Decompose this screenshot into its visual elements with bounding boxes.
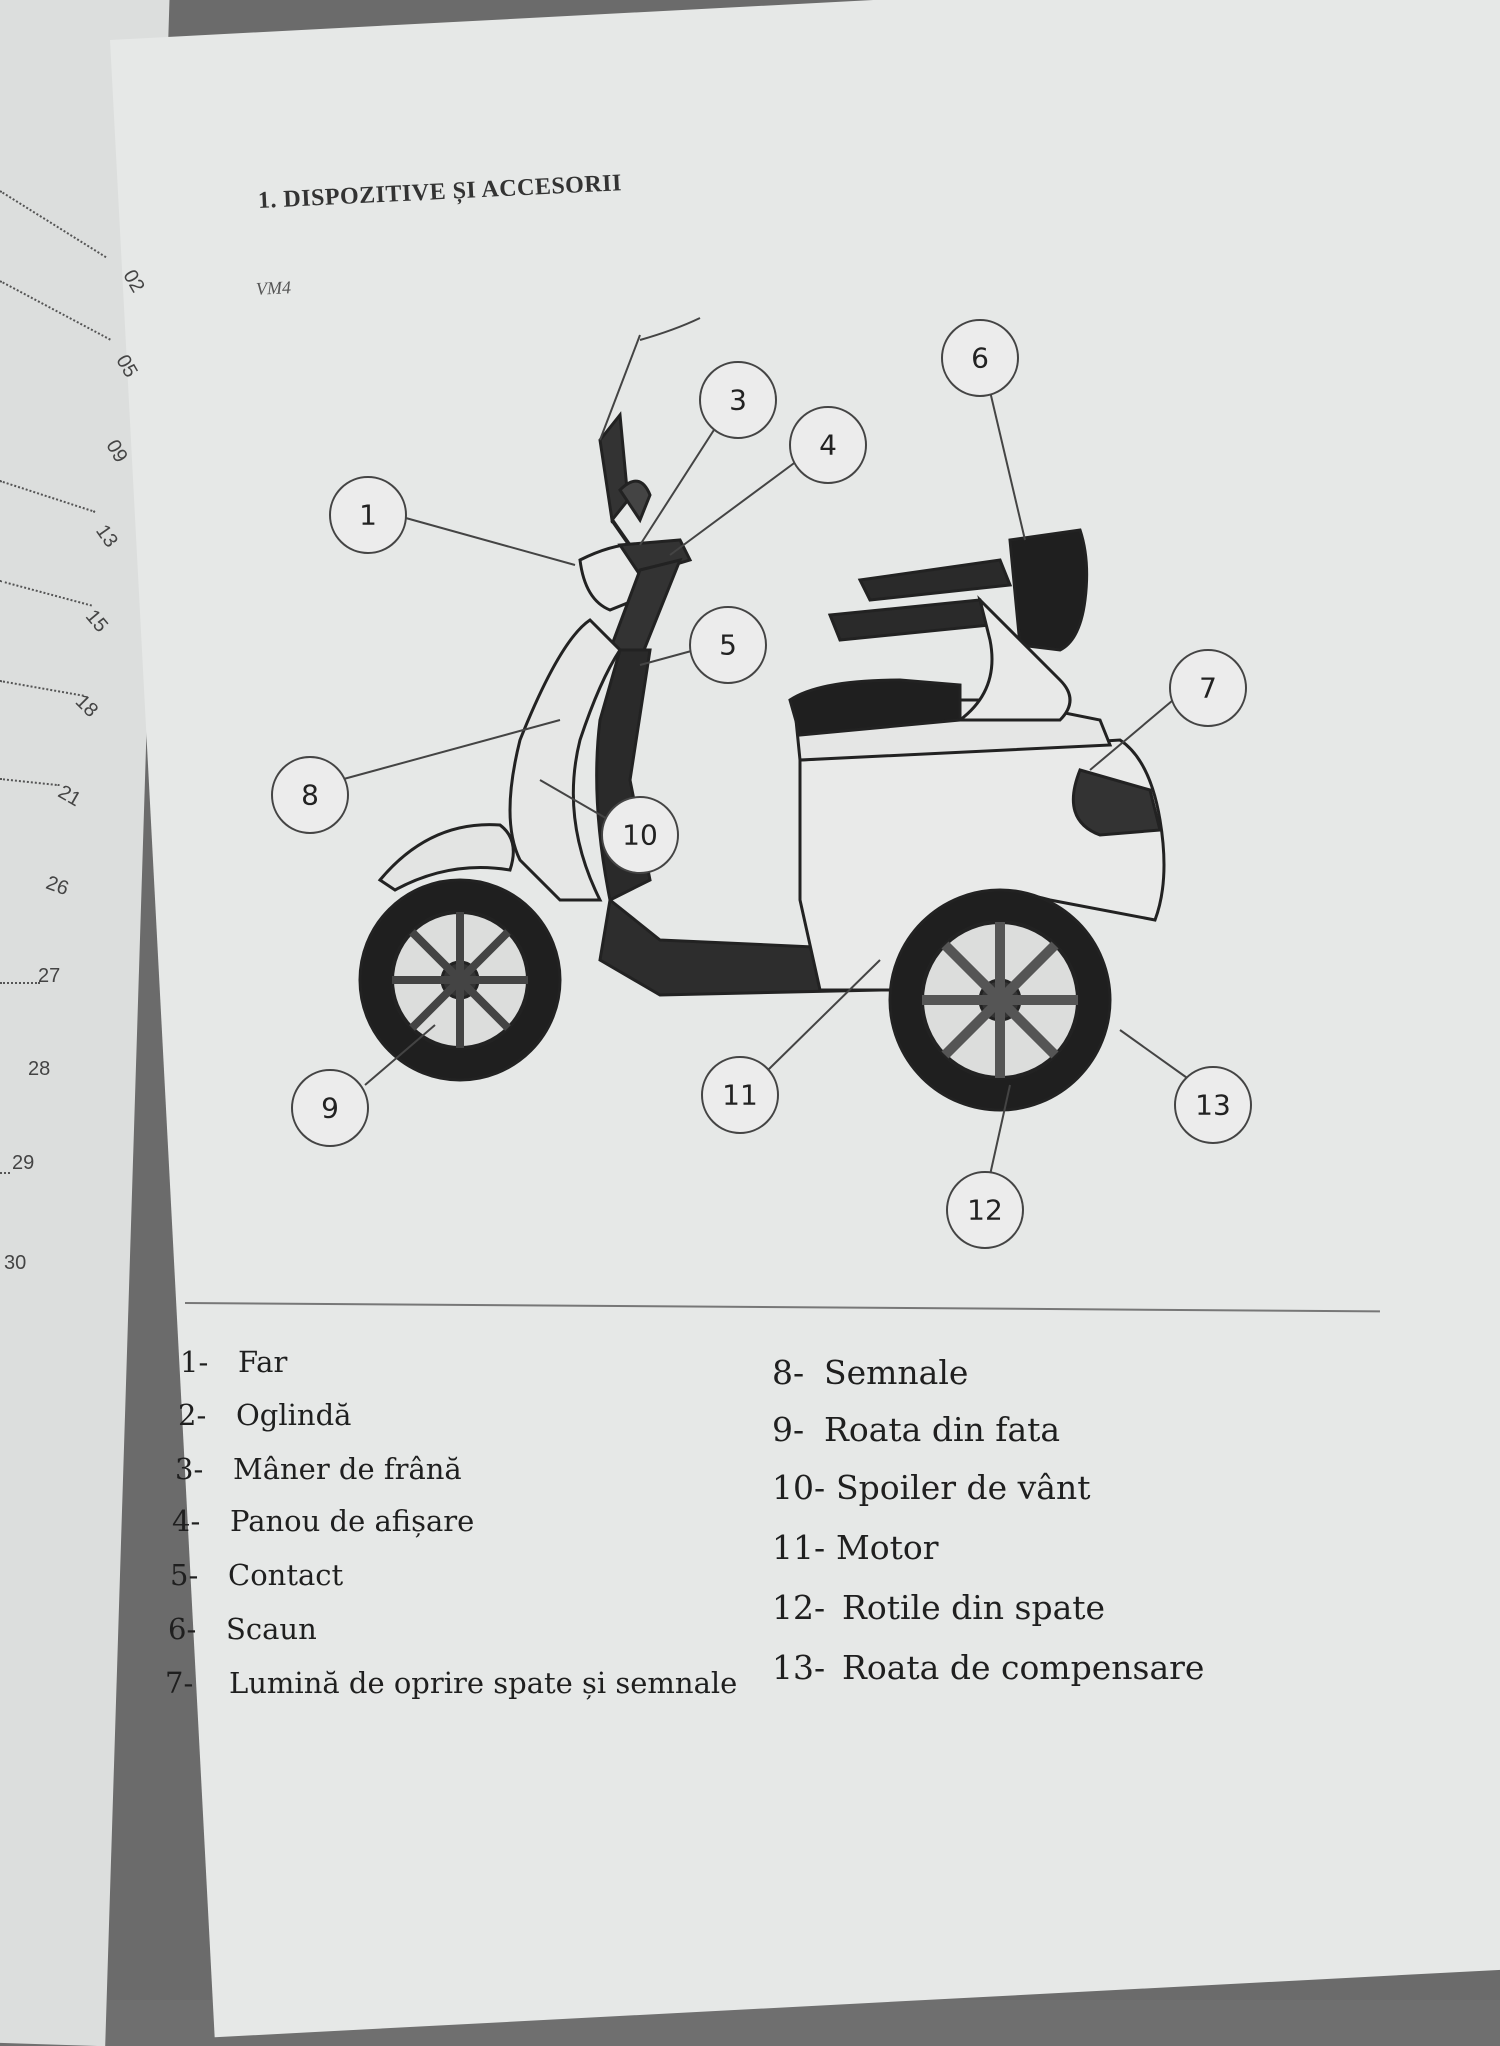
legend-number: 8- [772, 1353, 805, 1392]
scooter-illustration [360, 415, 1164, 1110]
callout-number: 10 [622, 818, 658, 852]
legend-item [172, 1504, 474, 1538]
toc-page-number: 26 [43, 871, 72, 901]
callout-number: 9 [321, 1091, 339, 1125]
legend-label: Panou de afișare [230, 1504, 475, 1538]
callout-number: 3 [729, 383, 747, 417]
legend-item [170, 1558, 343, 1592]
leader-line-2-top [640, 318, 700, 340]
callout-number: 7 [1199, 671, 1217, 705]
legend-item [168, 1612, 317, 1646]
callout-number: 1 [359, 498, 377, 532]
callout-5 [690, 607, 766, 683]
legend-item [772, 1353, 968, 1392]
legend-number: 9- [772, 1410, 805, 1449]
legend-label: Mâner de frână [233, 1452, 462, 1486]
leader-line-1 [395, 515, 575, 565]
legend-label: Scaun [226, 1612, 317, 1646]
legend-label: Contact [228, 1558, 344, 1592]
legend-label: Rotile din spate [842, 1588, 1106, 1627]
legend-number: 12- [772, 1588, 826, 1627]
callout-13 [1175, 1067, 1251, 1143]
callout-11 [702, 1057, 778, 1133]
leader-line-6 [985, 370, 1025, 540]
legend-item [165, 1666, 737, 1700]
callout-number: 4 [819, 428, 837, 462]
callout-number: 8 [301, 778, 319, 812]
callout-9 [292, 1070, 368, 1146]
model-name: VM4 [255, 277, 292, 299]
section-title: 1. DISPOZITIVE ȘI ACCESORII [257, 170, 623, 214]
toc-page-number: 30 [4, 1252, 27, 1274]
toc-page-number: 29 [12, 1152, 35, 1174]
callout-number: 13 [1195, 1088, 1231, 1122]
callout-number: 6 [971, 341, 989, 375]
legend-label: Roata de compensare [842, 1648, 1205, 1687]
legend-label: Far [238, 1345, 288, 1379]
legend-item [178, 1398, 351, 1432]
legend-number: 6- [168, 1612, 197, 1646]
legend-number: 4- [172, 1504, 201, 1538]
legend-number: 5- [170, 1558, 199, 1592]
legend-label: Roata din fata [824, 1410, 1061, 1449]
legend-label: Spoiler de vânt [836, 1468, 1091, 1507]
legend-number: 11- [772, 1528, 826, 1567]
leader-line-4 [670, 455, 805, 555]
callout-8 [272, 757, 348, 833]
legend-number: 1- [180, 1345, 209, 1379]
callout-number: 12 [967, 1193, 1003, 1227]
callout-1 [330, 477, 406, 553]
toc-page-number: 27 [38, 965, 61, 987]
callout-number: 11 [722, 1078, 758, 1112]
toc-page-number: 02 [118, 266, 149, 297]
legend-label: Oglindă [236, 1398, 352, 1432]
toc-page-number: 09 [101, 436, 132, 467]
callout-4 [790, 407, 866, 483]
legend-label: Motor [836, 1528, 939, 1567]
legend-item [180, 1345, 287, 1379]
legend-item [772, 1410, 1060, 1449]
callout-10 [602, 797, 678, 873]
legend-item [175, 1452, 462, 1486]
legend-item [772, 1528, 939, 1567]
toc-page-number: 18 [70, 690, 103, 722]
legend-item [772, 1648, 1204, 1687]
callout-3 [700, 362, 776, 438]
legend-number: 2- [178, 1398, 207, 1432]
callout-6 [942, 320, 1018, 396]
legend-item [772, 1588, 1105, 1627]
legend-number: 7- [165, 1666, 194, 1700]
toc-page-number: 28 [28, 1058, 51, 1080]
legend-label: Semnale [824, 1353, 969, 1392]
toc-page-number: 13 [91, 520, 122, 552]
callout-12 [947, 1172, 1023, 1248]
legend-item [772, 1468, 1090, 1507]
legend-number: 10- [772, 1468, 826, 1507]
leader-line-13 [1120, 1030, 1190, 1080]
legend-number: 3- [175, 1452, 204, 1486]
callout-number: 5 [719, 628, 737, 662]
toc-page-number: 15 [80, 605, 113, 637]
toc-page-number: 05 [111, 351, 142, 382]
legend-label: Lumină de oprire spate și semnale [229, 1666, 738, 1700]
callout-7 [1170, 650, 1246, 726]
legend-number: 13- [772, 1648, 826, 1687]
toc-page-number: 21 [54, 780, 85, 812]
